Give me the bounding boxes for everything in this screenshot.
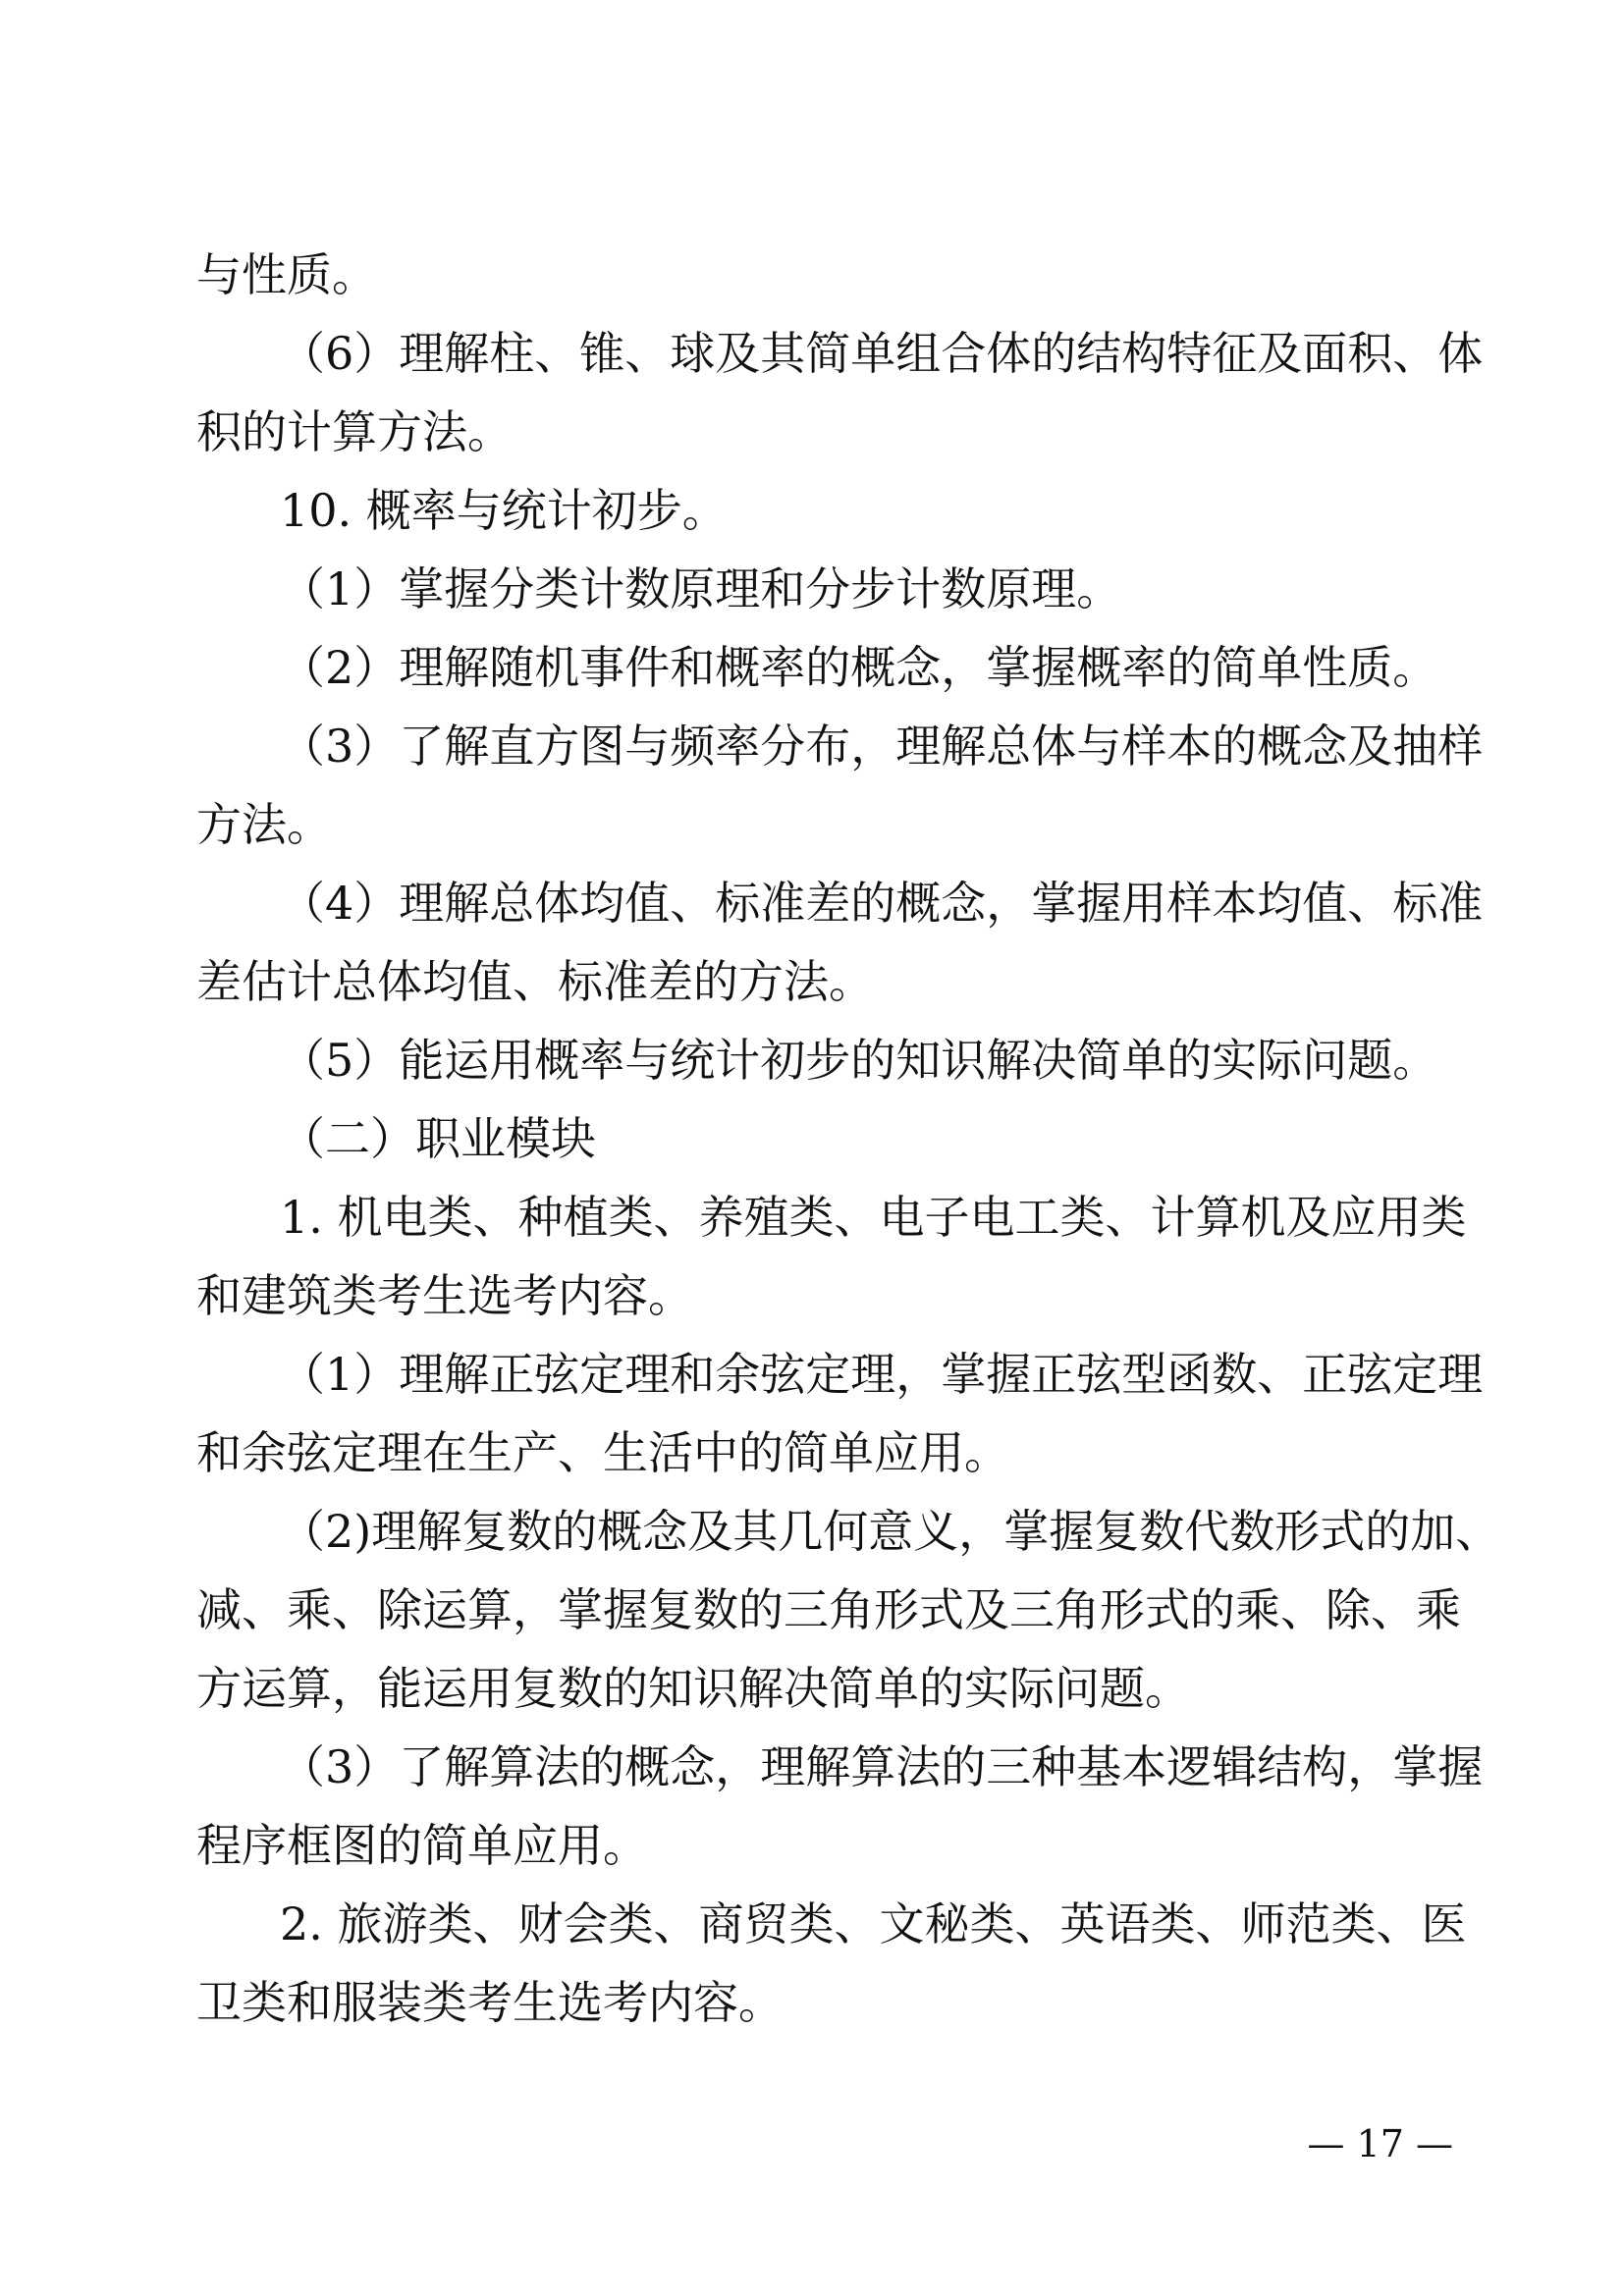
text-line-15: （1）理解正弦定理和余弦定理，掌握正弦型函数、正弦定理 [280, 1348, 1484, 1401]
section-heading-probability: 10. 概率与统计初步。 [280, 484, 728, 537]
text-line-5: （1）掌握分类计数原理和分步计数原理。 [280, 562, 1122, 615]
text-line-13: 1. 机电类、种植类、养殖类、电子电工类、计算机及应用类 [280, 1191, 1467, 1244]
text-line-7: （3）了解直方图与频率分布，理解总体与样本的概念及抽样 [280, 720, 1484, 773]
page-number: — 17 — [1307, 2122, 1453, 2165]
text-line-20: （3）了解算法的概念，理解算法的三种基本逻辑结构，掌握 [280, 1740, 1484, 1793]
text-line-2: （6）理解柱、锥、球及其简单组合体的结构特征及面积、体 [280, 327, 1484, 380]
text-line-17: （2)理解复数的概念及其几何意义，掌握复数代数形式的加、 [280, 1505, 1501, 1558]
text-line-6: （2）理解随机事件和概率的概念，掌握概率的简单性质。 [280, 641, 1438, 694]
text-line-10: 差估计总体均值、标准差的方法。 [196, 955, 874, 1008]
text-line-9: （4）理解总体均值、标准差的概念，掌握用样本均值、标准 [280, 877, 1484, 930]
section-heading-vocational-module: （二）职业模块 [280, 1112, 596, 1165]
text-line-14: 和建筑类考生选考内容。 [196, 1269, 693, 1322]
text-line-19: 方运算，能运用复数的知识解决简单的实际问题。 [196, 1662, 1190, 1715]
text-line-3: 积的计算方法。 [196, 405, 513, 458]
text-line-23: 卫类和服装类考生选考内容。 [196, 1976, 784, 2029]
text-line-8: 方法。 [196, 798, 332, 851]
text-line-18: 减、乘、除运算，掌握复数的三角形式及三角形式的乘、除、乘 [196, 1583, 1461, 1636]
text-line-11: （5）能运用概率与统计初步的知识解决简单的实际问题。 [280, 1034, 1438, 1087]
text-line-22: 2. 旅游类、财会类、商贸类、文秘类、英语类、师范类、医 [280, 1897, 1467, 1950]
text-line-16: 和余弦定理在生产、生活中的简单应用。 [196, 1426, 1009, 1479]
text-line-1: 与性质。 [196, 248, 377, 301]
text-line-21: 程序框图的简单应用。 [196, 1819, 648, 1872]
